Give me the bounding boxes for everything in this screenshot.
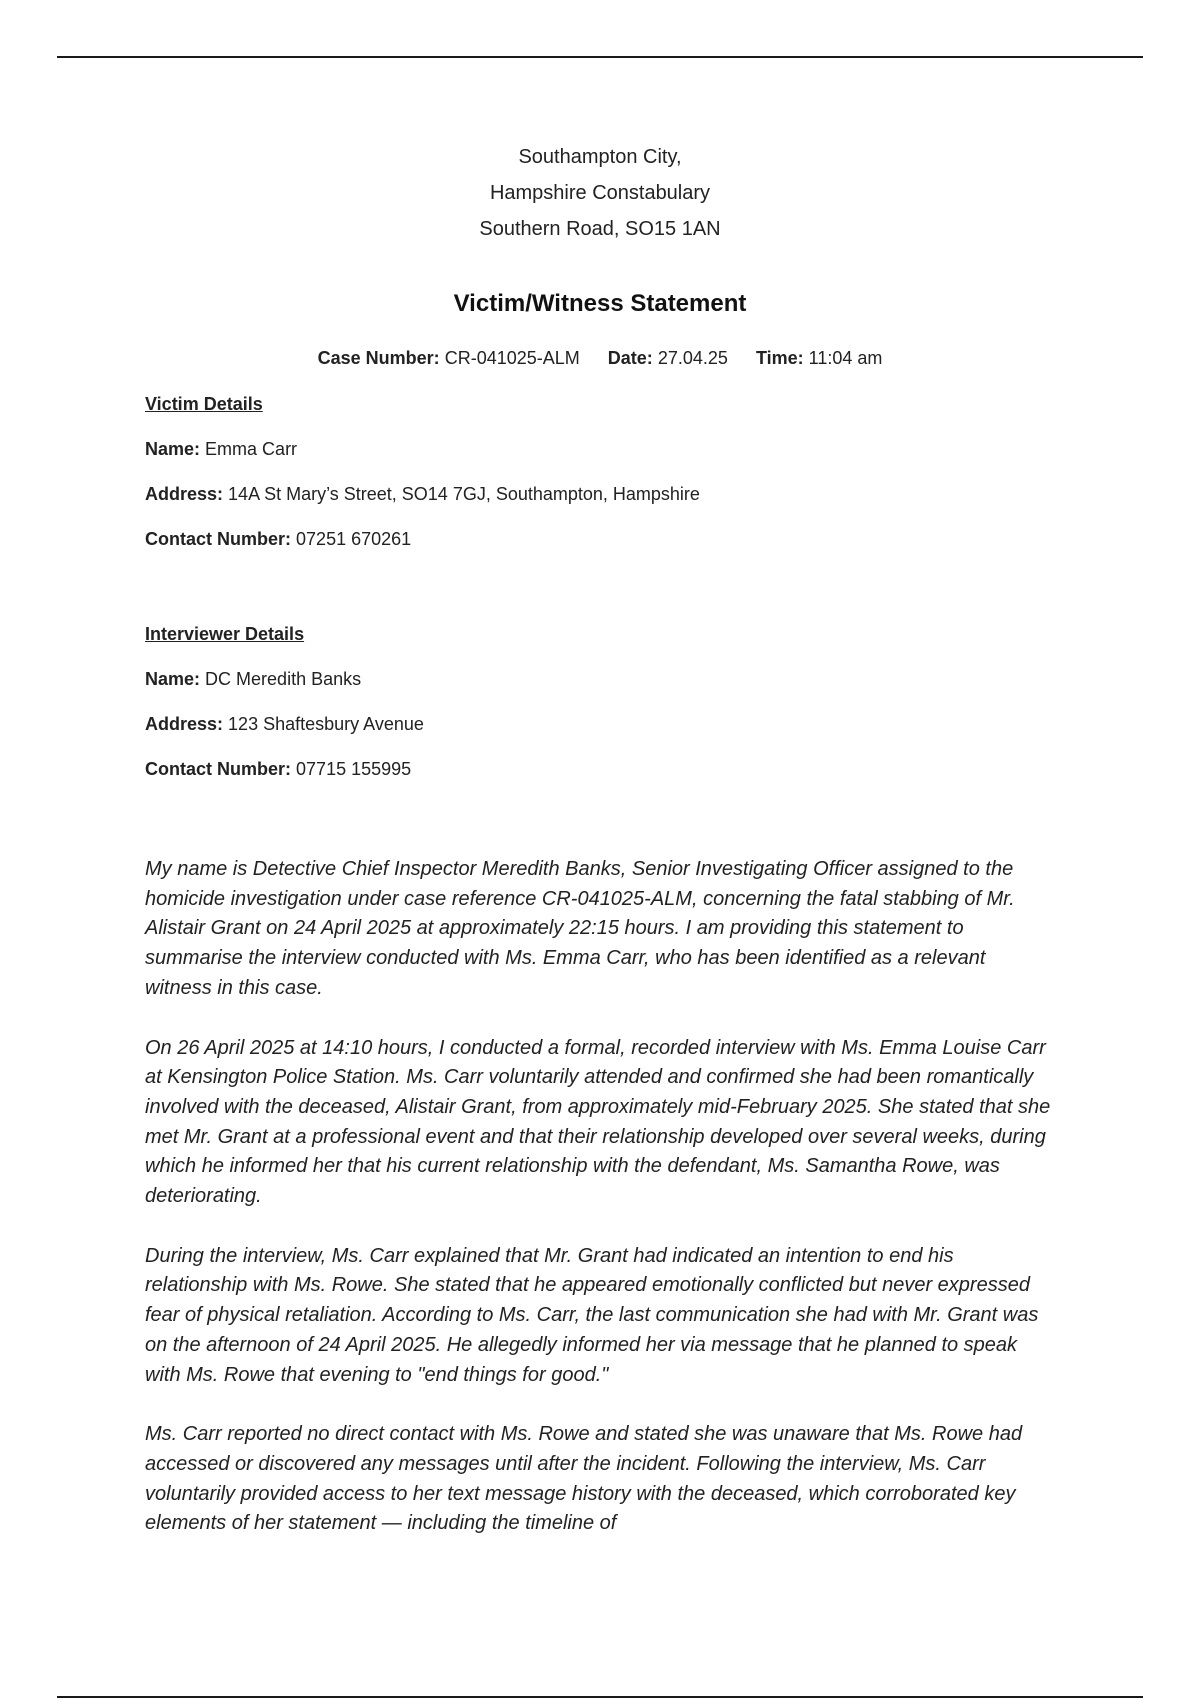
victim-name-field bbox=[145, 418, 700, 463]
statement-paragraph: My name is Detective Chief Inspector Meredith Banks, Senior Investigating Officer assigned to the homicide investigation under case reference CR-041025-ALM, concerning the fatal stabbing of Mr. Alistair Grant on 24 April 2025 at approximately 22:15 hours. I am providing this statement to summarise the interview conducted with Ms. Emma Carr, who has been identified as a relevant witness in this case. bbox=[145, 858, 1015, 999]
victim-contact-field bbox=[145, 508, 700, 553]
interviewer-contact-label: Contact Number: bbox=[145, 759, 292, 779]
victim-address-value: 14A St Mary’s Street, SO14 7GJ, Southampton, Hampshire bbox=[228, 484, 700, 504]
case-number-label: Case Number: bbox=[317, 348, 440, 368]
header-line-constabulary: Hampshire Constabulary bbox=[489, 182, 711, 204]
victim-address-label: Address: bbox=[145, 484, 224, 504]
interviewer-contact-field bbox=[145, 738, 424, 783]
bottom-rule bbox=[57, 1696, 1143, 1698]
interviewer-name-label: Name: bbox=[145, 669, 201, 689]
time-label: Time: bbox=[755, 348, 804, 368]
header-line-city: Southampton City, bbox=[518, 146, 682, 168]
header-line-road: Southern Road, SO15 1AN bbox=[479, 218, 721, 240]
interviewer-address-field bbox=[145, 693, 424, 738]
interviewer-name-value: DC Meredith Banks bbox=[205, 669, 362, 689]
interviewer-name-field bbox=[145, 648, 424, 693]
victim-details-section bbox=[145, 390, 700, 553]
victim-name-label: Name: bbox=[145, 439, 201, 459]
document-title: Victim/Witness Statement bbox=[453, 290, 747, 317]
time-value: 11:04 am bbox=[808, 348, 883, 368]
interviewer-details-heading: Interviewer Details bbox=[145, 624, 305, 644]
victim-contact-label: Contact Number: bbox=[145, 529, 292, 549]
statement-paragraph: During the interview, Ms. Carr explained that Mr. Grant had indicated an intention to end his relationship with Ms. Rowe. She stated that he appeared emotionally conflicted but never expressed fear of physical retaliation. According to Ms. Carr, the last communication she had with Mr. Grant was on the afternoon of 24 April 2025. He allegedly informed her via message that he planned to speak with Ms. Rowe that evening to "end things for good." bbox=[145, 1244, 1039, 1386]
victim-details-heading: Victim Details bbox=[145, 394, 263, 414]
interviewer-address-label: Address: bbox=[145, 714, 224, 734]
address-header bbox=[0, 139, 1200, 247]
interviewer-address-value: 123 Shaftesbury Avenue bbox=[228, 714, 424, 734]
victim-contact-value: 07251 670261 bbox=[296, 529, 412, 549]
interviewer-details-section bbox=[145, 620, 424, 783]
victim-address-field bbox=[145, 463, 700, 508]
date-label: Date: bbox=[607, 348, 653, 368]
interviewer-contact-value: 07715 155995 bbox=[296, 759, 412, 779]
statement-paragraph: Ms. Carr reported no direct contact with Ms. Rowe and stated she was unaware that Ms. Rowe had accessed or discovered any messages until after the incident. Following the interview, Ms. Carr voluntarily provided access to her text message history with the deceased, which corroborated key elements of her statement — including the timeline of bbox=[145, 1423, 1023, 1535]
case-number-value: CR-041025-ALM bbox=[444, 348, 580, 368]
victim-name-value: Emma Carr bbox=[205, 439, 298, 459]
top-rule bbox=[57, 56, 1143, 58]
statement-body bbox=[145, 855, 1055, 1569]
date-value: 27.04.25 bbox=[657, 348, 728, 368]
case-meta-line bbox=[0, 348, 1200, 369]
statement-paragraph: On 26 April 2025 at 14:10 hours, I conducted a formal, recorded interview with Ms. Emma Louise Carr at Kensington Police Station. Ms. Carr voluntarily attended and confirmed she had been romantically involved with the deceased, Alistair Grant, from approximately mid-February 2025. She stated that she met Mr. Grant at a professional event and that their relationship developed over several weeks, during which he informed her that his current relationship with the defendant, Ms. Samantha Rowe, was deteriorating. bbox=[145, 1036, 1051, 1208]
